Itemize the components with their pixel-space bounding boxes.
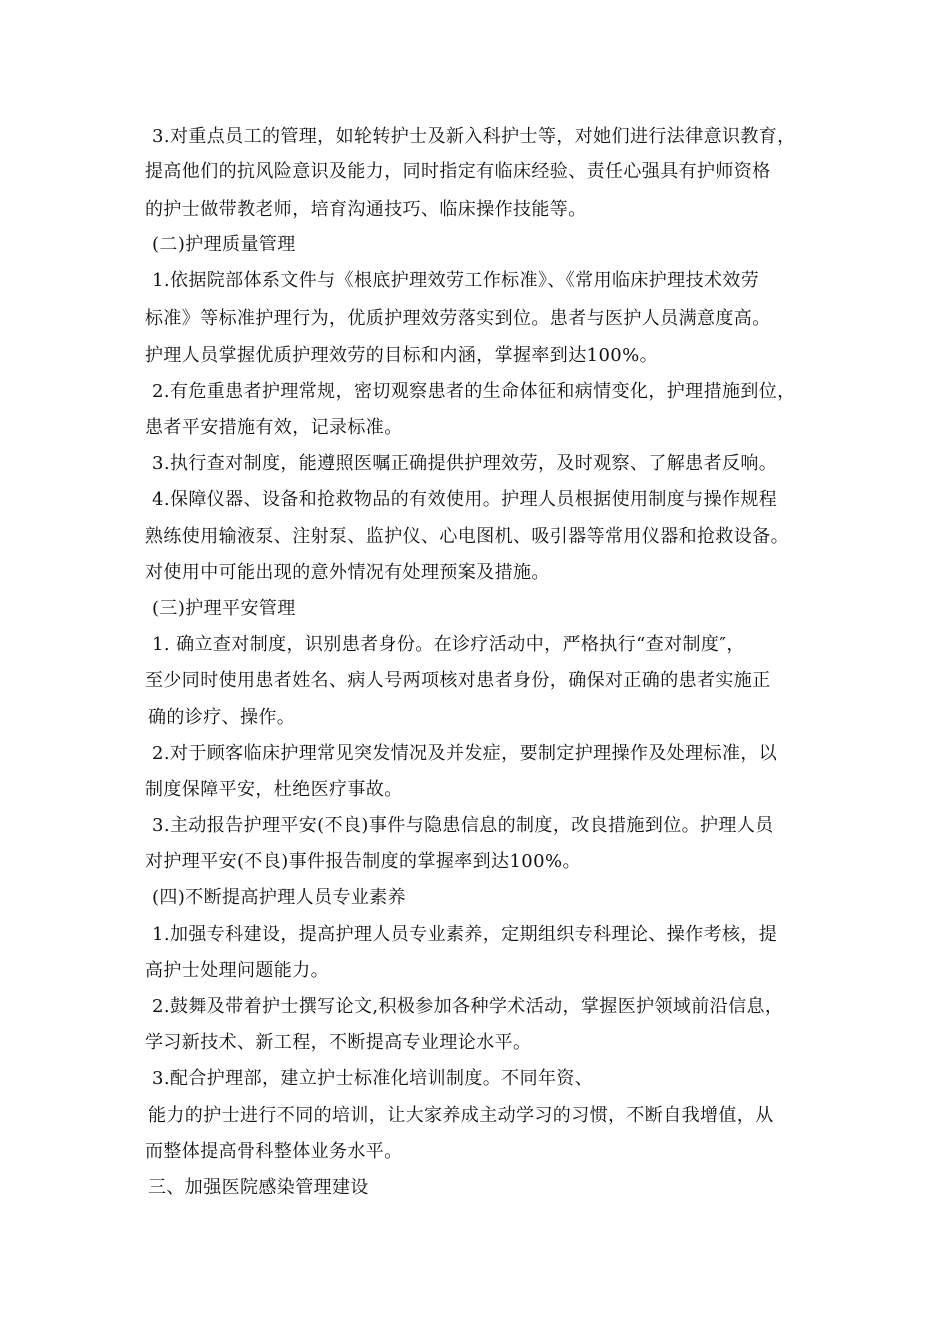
text-line: 对使用中可能出现的意外情况有处理预案及措施。: [145, 562, 550, 583]
text-line: 而整体提高骨科整体业务水平。: [145, 1141, 403, 1162]
text-line: 2.有危重患者护理常规，密切观察患者的生命体征和病情变化，护理措施到位，: [152, 381, 796, 402]
text-line: 3.对重点员工的管理，如轮转护士及新入科护士等，对她们进行法律意识教育，: [152, 126, 796, 147]
text-line: 1.加强专科建设，提高护理人员专业素养，定期组织专科理论、操作考核，提: [152, 924, 778, 945]
text-line: 对护理平安(不良)事件报告制度的掌握率到达100%。: [145, 851, 581, 872]
text-line: 1. 确立查对制度，识别患者身份。在诊疗活动中，严格执行“查对制度″，: [152, 634, 745, 655]
section-heading: (三)护理平安管理: [152, 598, 296, 619]
text-line: 学习新技术、新工程，不断提高专业理论水平。: [145, 1032, 532, 1053]
text-line: 2.对于顾客临床护理常见突发情况及并发症，要制定护理操作及处理标准，以: [152, 743, 778, 764]
text-line: 制度保障平安，杜绝医疗事故。: [145, 779, 403, 800]
text-line: 3.主动报告护理平安(不良)事件与隐患信息的制度，改良措施到位。护理人员: [152, 815, 774, 836]
text-line: 标准》等标准护理行为，优质护理效劳落实到位。患者与医护人员满意度高。: [145, 308, 771, 329]
text-line: 患者平安措施有效，记录标准。: [145, 417, 403, 438]
text-line: 至少同时使用患者姓名、病人号两项核对患者身份，确保对正确的患者实施正: [145, 670, 771, 691]
text-line: 提高他们的抗风险意识及能力，同时指定有临床经验、责任心强具有护师资格: [145, 161, 771, 182]
text-line: 高护士处理问题能力。: [145, 960, 329, 981]
text-line: 熟练使用输液泵、注射泵、监护仪、心电图机、吸引器等常用仪器和抢救设备。: [145, 526, 789, 547]
text-line: 1.依据院部体系文件与《根底护理效劳工作标准》、《常用临床护理技术效劳: [152, 270, 760, 291]
text-line: 确的诊疗、操作。: [148, 707, 296, 728]
text-line: 的护士做带教老师，培育沟通技巧、临床操作技能等。: [145, 199, 587, 220]
text-line: 能力的护士进行不同的培训，让大家养成主动学习的习惯，不断自我增值，从: [148, 1105, 774, 1126]
text-line: 3.执行查对制度，能遵照医嘱正确提供护理效劳，及时观察、了解患者反响。: [152, 453, 778, 474]
text-line: 2.鼓舞及带着护士撰写论文,积极参加各种学术活动，掌握医护领域前沿信息，: [152, 996, 784, 1017]
section-heading: (二)护理质量管理: [152, 234, 296, 255]
section-heading: (四)不断提高护理人员专业素养: [152, 887, 407, 908]
text-line: 护理人员掌握优质护理效劳的目标和内涵，掌握率到达100%。: [145, 345, 659, 366]
text-line: 3.配合护理部，建立护士标准化培训制度。不同年资、: [152, 1068, 594, 1089]
section-heading: 三、加强医院感染管理建设: [148, 1177, 369, 1198]
text-line: 4.保障仪器、设备和抢救物品的有效使用。护理人员根据使用制度与操作规程: [152, 489, 778, 510]
